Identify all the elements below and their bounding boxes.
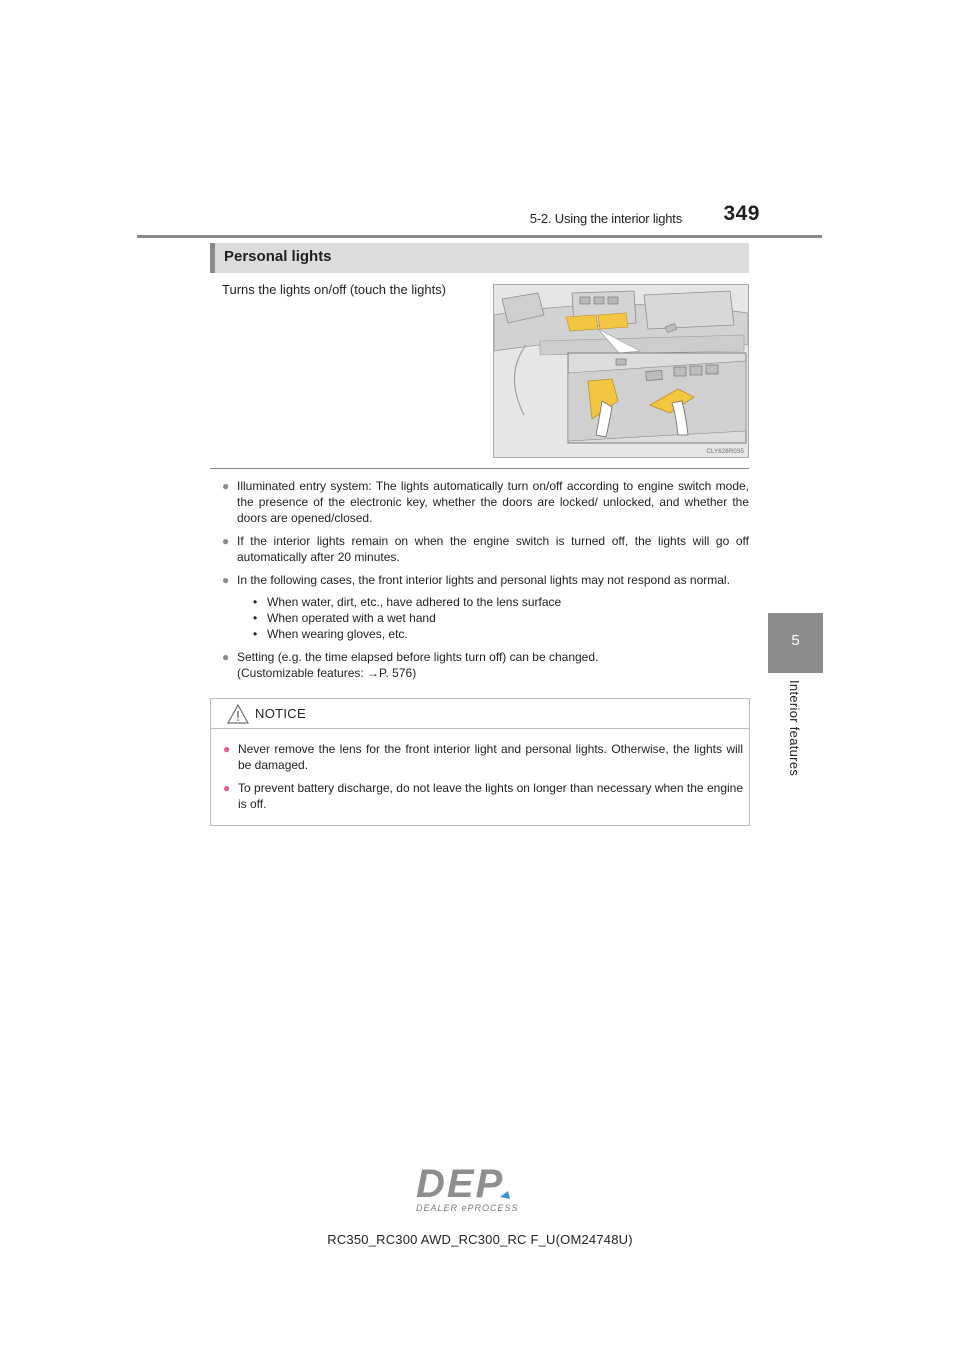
customizable-features-link[interactable]: (Customizable features: →P. 576): [237, 666, 417, 680]
section-title-bar: [210, 243, 749, 273]
warning-triangle-icon: [227, 704, 249, 724]
sub-item: • When water, dirt, etc., have adhered to the lens surface: [253, 595, 562, 609]
notice-title: NOTICE: [255, 706, 306, 721]
bullet-icon: ●: [223, 781, 231, 795]
dealer-eprocess-logo: [414, 1163, 546, 1215]
intro-text: Turns the lights on/off (touch the lights): [222, 282, 447, 297]
svg-text:DEP: DEP: [416, 1163, 505, 1206]
bullet-icon: ●: [222, 650, 230, 664]
page-number: 349: [723, 202, 760, 225]
svg-text:DEALER ePROCESS: DEALER ePROCESS: [416, 1203, 519, 1213]
notice-item: ● To prevent battery discharge, do not leave the lights on longer than necessary when the engine is off.: [223, 781, 743, 811]
sub-list: [237, 594, 749, 642]
note-item-setting: ● Setting (e.g. the time elapsed before lights turn off) can be changed. (Customizable features: →P. 576): [222, 649, 749, 681]
chapter-tab: [768, 613, 823, 673]
note-item: ● If the interior lights remain on when the engine switch is turned off, the lights will go off automatically after 20 minutes.: [222, 534, 749, 564]
bullet-icon: ●: [222, 479, 230, 493]
personal-lights-illustration: [493, 284, 749, 458]
chapter-label: Interior features: [787, 680, 802, 777]
bullet-icon: ●: [223, 742, 231, 756]
notice-body: [223, 741, 743, 819]
note-item: ● Illuminated entry system: The lights automatically turn on/off according to engine switch mode, the presence of the electronic key, whether the doors are locked/ unlocked, and whether the doors are opened/closed.: [222, 479, 749, 525]
notice-box: [210, 698, 750, 826]
chapter-number: 5: [791, 632, 800, 649]
bullet-icon: ●: [222, 573, 230, 587]
notice-item: ● Never remove the lens for the front interior light and personal lights. Otherwise, the lights will be damaged.: [223, 742, 743, 772]
section-heading: 5-2. Using the interior lights: [529, 211, 682, 226]
notice-header: [211, 699, 749, 729]
illustration-code: CLY628R035: [706, 449, 744, 455]
bullet-icon: ●: [222, 534, 230, 548]
page-header: [137, 201, 822, 238]
overhead-console-drawing: [494, 285, 748, 457]
section-title: Personal lights: [224, 248, 332, 265]
sub-item: • When operated with a wet hand: [253, 611, 436, 625]
sub-item: • When wearing gloves, etc.: [253, 627, 408, 641]
document-footer: RC350_RC300 AWD_RC300_RC F_U(OM24748U): [327, 1232, 633, 1247]
note-item: ● In the following cases, the front interior lights and personal lights may not respond as normal. • When water, dirt, etc., have adhered to the lens surface • When operated with a wet hand • When wearing gloves, etc.: [222, 572, 749, 642]
notes-list: [222, 478, 749, 688]
section-divider: [210, 468, 749, 469]
